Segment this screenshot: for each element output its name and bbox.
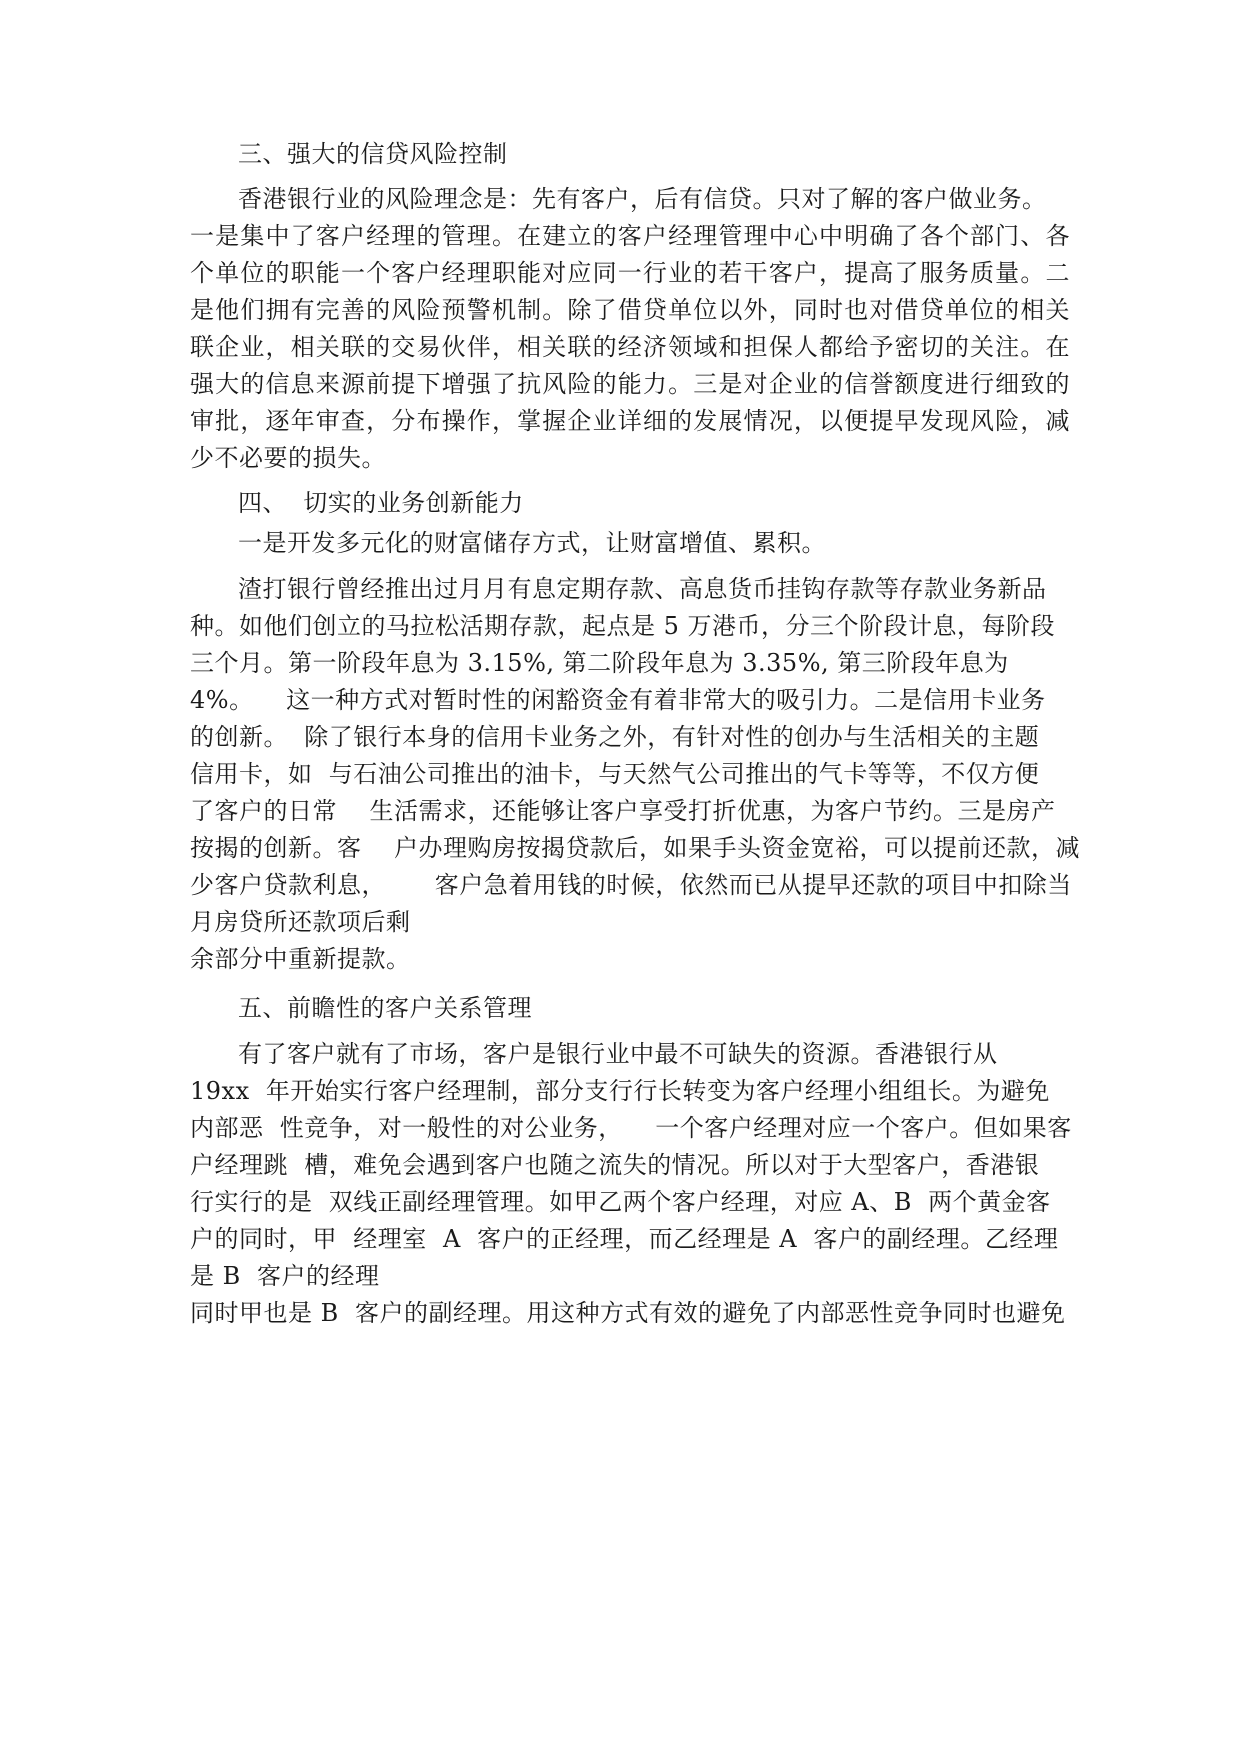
paragraph-line: 月房贷所还款项后剩 bbox=[190, 908, 411, 936]
paragraph-line: 4%。 这一种方式对暂时性的闲豁资金有着非常大的吸引力。二是信用卡业务 bbox=[190, 686, 1046, 714]
paragraph-line: 一是开发多元化的财富储存方式，让财富增值、累积。 bbox=[238, 529, 826, 557]
section-heading-4: 四、 切实的业务创新能力 bbox=[238, 489, 524, 517]
paragraph-line: 个单位的职能一个客户经理职能对应同一行业的若干客户，提高了服务质量。二 bbox=[190, 259, 1070, 287]
paragraph-line: 强大的信息来源前提下增强了抗风险的能力。三是对企业的信誉额度进行细致的 bbox=[190, 370, 1070, 398]
paragraph-line: 19xx 年开始实行客户经理制，部分支行行长转变为客户经理小组组长。为避免 bbox=[190, 1077, 1050, 1105]
paragraph-line: 少客户贷款利息， 客户急着用钱的时候，依然而已从提早还款的项目中扣除当 bbox=[190, 871, 1072, 899]
paragraph-line: 少不必要的损失。 bbox=[190, 444, 386, 472]
paragraph-line: 按揭的创新。客 户办理购房按揭贷款后，如果手头资金宽裕，可以提前还款，减 bbox=[190, 834, 1081, 862]
paragraph-line: 联企业，相关联的交易伙伴，相关联的经济领域和担保人都给予密切的关注。在 bbox=[190, 333, 1070, 361]
paragraph-line: 余部分中重新提款。 bbox=[190, 945, 411, 973]
paragraph-line: 信用卡，如 与石油公司推出的油卡，与天然气公司推出的气卡等等，不仅方便 bbox=[190, 760, 1040, 788]
paragraph-line: 渣打银行曾经推出过月月有息定期存款、高息货币挂钩存款等存款业务新品 bbox=[238, 575, 1047, 603]
section-heading-5: 五、前瞻性的客户关系管理 bbox=[238, 994, 532, 1022]
paragraph-line: 同时甲也是 B 客户的副经理。用这种方式有效的避免了内部恶性竞争同时也避免 bbox=[190, 1299, 1066, 1327]
paragraph-line: 了客户的日常 生活需求，还能够让客户享受打折优惠，为客户节约。三是房产 bbox=[190, 797, 1056, 825]
paragraph-line: 审批，逐年审查，分布操作，掌握企业详细的发展情况，以便提早发现风险，减 bbox=[190, 407, 1070, 435]
paragraph-line: 一是集中了客户经理的管理。在建立的客户经理管理中心中明确了各个部门、各 bbox=[190, 222, 1070, 250]
paragraph-line: 香港银行业的风险理念是：先有客户，后有信贷。只对了解的客户做业务。 bbox=[238, 185, 1047, 213]
paragraph-line: 是 B 客户的经理 bbox=[190, 1262, 380, 1290]
paragraph-line: 有了客户就有了市场，客户是银行业中最不可缺失的资源。香港银行从 bbox=[238, 1040, 998, 1068]
paragraph-line: 户的同时，甲 经理室 A 客户的正经理，而乙经理是 A 客户的副经理。乙经理 bbox=[190, 1225, 1059, 1253]
paragraph-line: 三个月。第一阶段年息为 3.15%, 第二阶段年息为 3.35%, 第三阶段年息为 bbox=[190, 649, 1009, 677]
paragraph-line: 内部恶 性竞争，对一般性的对公业务， 一个客户经理对应一个客户。但如果客 bbox=[190, 1114, 1072, 1142]
paragraph-line: 种。如他们创立的马拉松活期存款，起点是 5 万港币，分三个阶段计息，每阶段 bbox=[190, 612, 1056, 640]
paragraph-line: 是他们拥有完善的风险预警机制。除了借贷单位以外，同时也对借贷单位的相关 bbox=[190, 296, 1070, 324]
paragraph-line: 行实行的是 双线正副经理管理。如甲乙两个客户经理，对应 A、B 两个黄金客 bbox=[190, 1188, 1051, 1216]
paragraph-line: 的创新。 除了银行本身的信用卡业务之外，有针对性的创办与生活相关的主题 bbox=[190, 723, 1040, 751]
paragraph-line: 户经理跳 槽，难免会遇到客户也随之流失的情况。所以对于大型客户，香港银 bbox=[190, 1151, 1040, 1179]
section-heading-3: 三、强大的信贷风险控制 bbox=[238, 140, 508, 168]
